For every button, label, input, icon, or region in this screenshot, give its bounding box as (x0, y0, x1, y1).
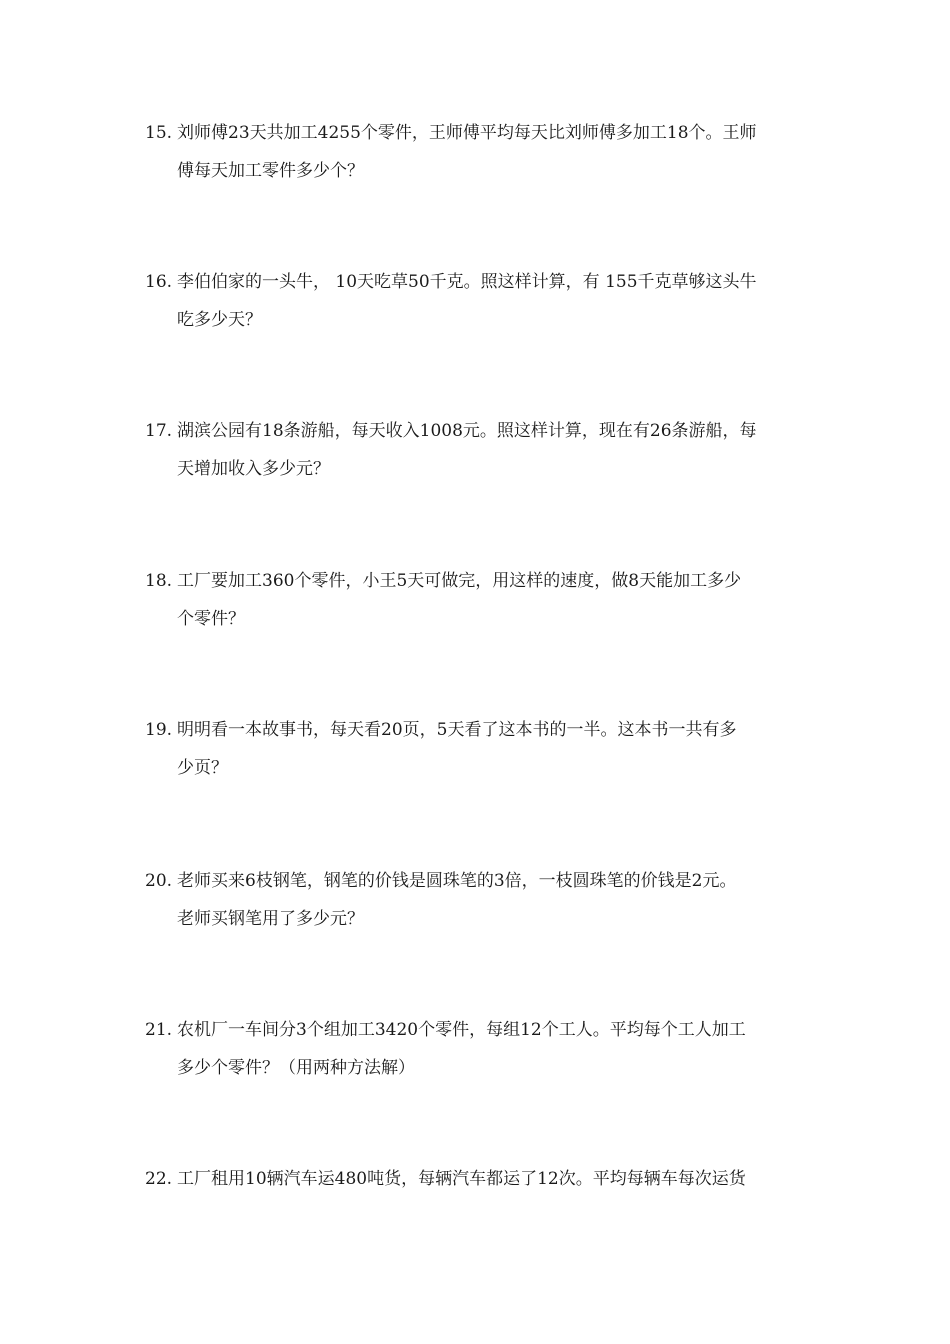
problem-number: 15. (145, 123, 173, 143)
problem-text: 明明看一本故事书，每天看20页，5天看了这本书的一半。这本书一共有多 (177, 720, 737, 740)
problem-text-continued: 个零件？ (177, 609, 245, 629)
problem-text-continued: 吃多少天？ (177, 310, 262, 330)
problem-number: 16. (145, 272, 173, 292)
problem-line (145, 711, 815, 749)
problem-22 (145, 1160, 815, 1198)
problem-line (145, 412, 815, 450)
problem-text: 李伯伯家的一头牛， 10天吃草50千克。照这样计算，有 155千克草够这头牛 (177, 272, 757, 292)
problem-line (145, 1160, 815, 1198)
problem-text-continued: 多少个零件？（用两种方法解） (177, 1058, 415, 1078)
problem-text-continued: 老师买钢笔用了多少元？ (177, 909, 364, 929)
problem-number: 20. (145, 871, 173, 891)
problem-text-continued: 少页？ (177, 758, 228, 778)
problem-line (145, 1011, 815, 1049)
problem-text: 农机厂一车间分3个组加工3420个零件，每组12个工人。平均每个工人加工 (177, 1020, 746, 1040)
problem-number: 19. (145, 720, 173, 740)
problem-text-continued: 天增加收入多少元？ (177, 459, 330, 479)
problem-line (145, 562, 815, 600)
problem-19 (145, 711, 815, 787)
problem-15 (145, 114, 815, 190)
problem-number: 18. (145, 571, 173, 591)
problem-20 (145, 862, 815, 938)
problem-16 (145, 263, 815, 339)
problem-line (145, 862, 815, 900)
problem-text: 湖滨公园有18条游船，每天收入1008元。照这样计算，现在有26条游船，每 (177, 421, 757, 441)
problem-number: 17. (145, 421, 173, 441)
problem-18 (145, 562, 815, 638)
problem-number: 21. (145, 1020, 173, 1040)
problem-text: 刘师傅23天共加工4255个零件，王师傅平均每天比刘师傅多加工18个。王师 (177, 123, 757, 143)
problem-line (145, 263, 815, 301)
problem-text-continued: 傅每天加工零件多少个？ (177, 161, 364, 181)
problem-21 (145, 1011, 815, 1087)
problem-number: 22. (145, 1169, 173, 1189)
problem-17 (145, 412, 815, 488)
problem-line (145, 114, 815, 152)
problem-text: 老师买来6枝钢笔，钢笔的价钱是圆珠笔的3倍，一枝圆珠笔的价钱是2元。 (177, 871, 737, 891)
problem-text: 工厂要加工360个零件，小王5天可做完，用这样的速度，做8天能加工多少 (177, 571, 742, 591)
problem-text: 工厂租用10辆汽车运480吨货，每辆汽车都运了12次。平均每辆车每次运货 (177, 1169, 746, 1189)
